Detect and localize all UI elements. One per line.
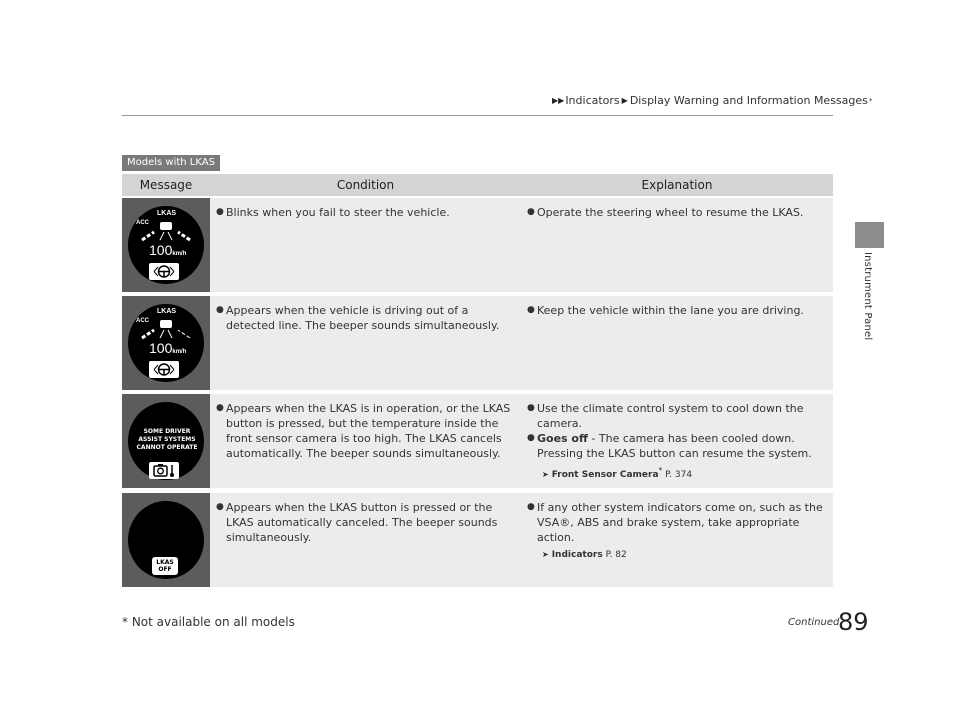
- section-label: Instrument Panel: [862, 252, 873, 341]
- section-tab-marker: [855, 222, 884, 248]
- reference-arrow-icon: ➤: [542, 470, 549, 479]
- lkas-gauge-display: [128, 206, 204, 284]
- gauge-speed: 100km/h: [149, 340, 187, 356]
- column-message: Message: [139, 178, 193, 192]
- condition-text: Appears when the LKAS is in operation, or the LKAS button is pressed, but the temperature inside the front sensor camera is too high. The LKAS cancels automatically. The beeper sounds simultaneously.: [226, 402, 511, 460]
- breadcrumb: [552, 94, 872, 107]
- lane-lines-icon: [138, 318, 194, 340]
- condition-cell: ● Appears when the LKAS button is pressed or the LKAS automatically canceled. The beeper sounds simultaneously.: [216, 500, 514, 545]
- table-row: [122, 296, 833, 390]
- table-row: [122, 198, 833, 292]
- table-header: [122, 174, 833, 196]
- gauge-lkas-label: LKAS: [157, 308, 177, 315]
- gauge-acc-label: ACC: [136, 318, 149, 324]
- breadcrumb-asterisk: *: [868, 96, 873, 105]
- reference-arrow-icon: ➤: [542, 550, 549, 559]
- gauge-lkas-label: LKAS: [157, 210, 177, 217]
- explanation-text: If any other system indicators come on, such as the VSA®, ABS and brake system, take appropriate action.: [537, 501, 823, 544]
- page-number: 89: [838, 608, 869, 636]
- reference-title: Indicators: [551, 550, 603, 560]
- column-explanation: Explanation: [641, 178, 713, 192]
- breadcrumb-page-title: Display Warning and Information Messages: [629, 94, 868, 107]
- explanation-text: Use the climate control system to cool down the camera.: [537, 402, 804, 430]
- message-image: [122, 296, 210, 390]
- lane-lines-icon: [138, 220, 194, 242]
- breadcrumb-separator-icon: ▶: [621, 96, 628, 105]
- continued-label: Continued: [788, 617, 840, 628]
- explanation-cell: ● Operate the steering wheel to resume the LKAS.: [527, 205, 829, 220]
- condition-text: Appears when the vehicle is driving out of a detected line. The beeper sounds simultaneously.: [226, 304, 500, 332]
- condition-cell: ● Appears when the LKAS is in operation, or the LKAS button is pressed, but the temperature inside the front sensor camera is too high. The LKAS cancels automatically. The beeper sounds simultaneously.: [216, 401, 514, 461]
- page-reference: [527, 547, 829, 563]
- warning-display: [128, 402, 204, 480]
- explanation-cell: ● Use the climate control system to cool down the camera. ● Goes off - The camera has been cooled down. Pressing the LKAS button can resume the system. ➤ Front Sensor Camera* P. 374: [527, 401, 829, 483]
- camera-temperature-icon: [149, 462, 179, 479]
- condition-cell: ● Blinks when you fail to steer the vehicle.: [216, 205, 514, 220]
- models-tag: Models with LKAS: [122, 155, 220, 171]
- breadcrumb-arrows-icon: ▶▶: [552, 96, 565, 105]
- footnote: * Not available on all models: [122, 615, 295, 629]
- message-image: [122, 198, 210, 292]
- explanation-bold-label: Goes off: [537, 432, 588, 445]
- message-image: [122, 493, 210, 587]
- reference-page: P. 374: [665, 470, 693, 480]
- explanation-text: Keep the vehicle within the lane you are driving.: [537, 304, 804, 317]
- explanation-text: - The camera has been cooled down. Pressing the LKAS button can resume the system.: [537, 432, 812, 460]
- lkas-off-display: [128, 501, 204, 579]
- explanation-text: Operate the steering wheel to resume the LKAS.: [537, 206, 804, 219]
- reference-page: P. 82: [605, 550, 627, 560]
- steering-warning-icon: [149, 263, 179, 280]
- reference-title: Front Sensor Camera: [551, 470, 659, 480]
- breadcrumb-indicators: Indicators: [565, 94, 620, 107]
- lkas-gauge-display: [128, 304, 204, 382]
- message-image: [122, 394, 210, 488]
- steering-warning-icon: [149, 361, 179, 378]
- explanation-cell: ● If any other system indicators come on, such as the VSA®, ABS and brake system, take appropriate action. ➤ Indicators P. 82: [527, 500, 829, 563]
- header-rule: [122, 115, 833, 116]
- column-condition: Condition: [336, 178, 395, 192]
- condition-cell: ● Appears when the vehicle is driving out of a detected line. The beeper sounds simultaneously.: [216, 303, 514, 333]
- condition-text: Blinks when you fail to steer the vehicle.: [226, 206, 450, 219]
- condition-text: Appears when the LKAS button is pressed or the LKAS automatically canceled. The beeper sounds simultaneously.: [226, 501, 498, 544]
- table-row: [122, 394, 833, 488]
- page-reference: ➤ Front Sensor Camera* P. 374: [542, 466, 693, 480]
- table-row: [122, 493, 833, 587]
- warning-message: SOME DRIVER ASSIST SYSTEMS CANNOT OPERATE: [136, 428, 198, 451]
- explanation-cell: ● Keep the vehicle within the lane you are driving.: [527, 303, 829, 318]
- lkas-off-indicator: LKAS OFF: [152, 557, 178, 575]
- gauge-speed: 100km/h: [149, 242, 187, 258]
- gauge-acc-label: ACC: [136, 220, 149, 226]
